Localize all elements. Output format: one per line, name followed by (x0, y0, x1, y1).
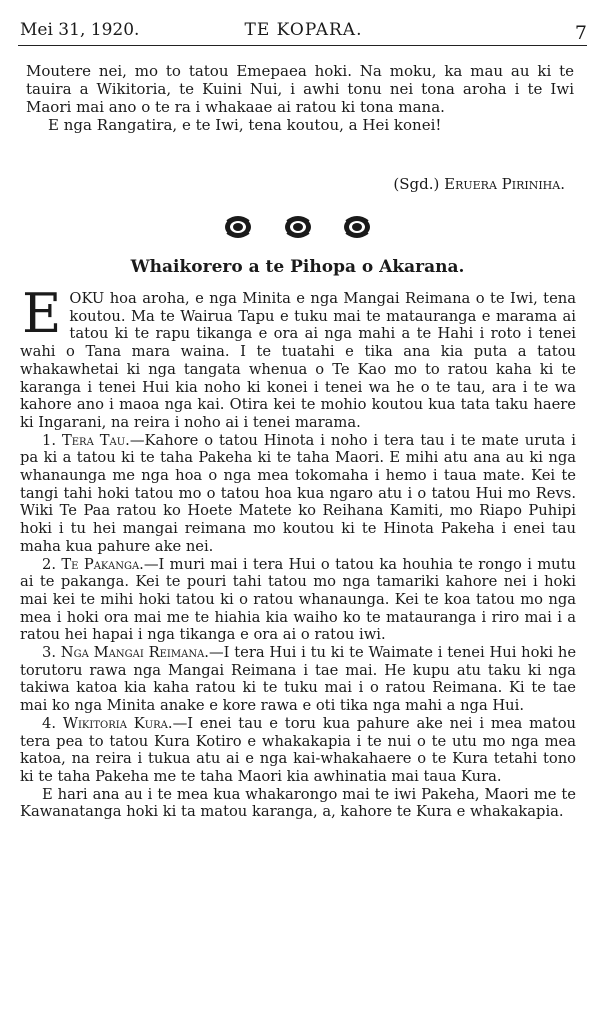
closing-paragraph: E hari ana au i te mea kua whakarongo mai te iwi Pakeha, Maori me te Kawanatanga hoki ki ta matou karanga, a, kahore te Kura e whakakapia. (20, 785, 576, 821)
intro-text: OKU hoa aroha, e nga Minita e nga Mangai Reimana o te Iwi, tena koutou. Ma te Wairua Tapu e tuku mai te matauranga e marama ai tatou ki te rapu tikanga e ora ai nga mahi a te Hahi i roto i tenei wahi o Tana mara waina. I te tuatahi e tika ana kia puta a tatou whakawhetai ki nga tangata whenua o Te Kao mo to ratou kaha ki te karanga i tenei Hui kia noho ki konei i tenei wa he o te tau, ara i te wa kahore ano i maoa nga kai. Otira kei te mohio koutou kua tata taku haere ki Ingarani, na reira i noho ai i tenei marama. (20, 290, 576, 431)
article-intro (20, 282, 576, 432)
article-heading: Whaikorero a te Pihopa o Akarana. (130, 257, 465, 277)
signature-prefix: (Sgd.) (393, 175, 440, 193)
section-text: —I tera Hui i tu ki te Waimate i tenei Hui hoki he torutoru rawa nga Mangai Reimana i tae mai. He kupu atu taku ki nga takiwa katoa kia kaha ratou ki te tuku mai i o ratou Reimana. Ki te tae mai ko nga Minita anake e kore rawa e oti tika nga mahi a nga Hui. (20, 644, 577, 715)
issue-date: Mei 31, 1920. (20, 20, 140, 40)
flower-ornament-icon (342, 215, 372, 239)
drop-cap: E (22, 282, 62, 345)
flower-ornament-icon (283, 215, 313, 239)
section-paragraph (20, 432, 576, 556)
section-paragraph (20, 644, 576, 715)
page-number: 7 (574, 22, 587, 44)
section-number: 4. (42, 714, 57, 732)
letter-paragraph-2: E nga Rangatira, e te Iwi, tena koutou, a Hei konei! (48, 116, 442, 134)
page-header (20, 20, 587, 44)
section-title: Te Pakanga. (61, 555, 144, 573)
letter-signature (393, 175, 565, 193)
section-text: —I muri mai i tera Hui o tatou ka houhia te rongo i mutu ai te pakanga. Kei te pouri tahi tatou mo nga tamariki kahore nei i hoki mai kei te mihi hoki tatou ki o ratou whanaunga. Kei te koa tatou mo nga mea i hoki ora mai me te hiahia kia waiho ko te matauranga i riro mai i a ratou hei hapai i nga tikanga e ora ai o ratou iwi. (20, 555, 576, 644)
section-title: Tera Tau. (61, 431, 130, 449)
section-title: Wikitoria Kura. (62, 714, 173, 732)
section-number: 3. (42, 644, 57, 662)
section-paragraph (20, 556, 576, 645)
section-number: 2. (42, 555, 57, 573)
section-divider-ornaments (0, 215, 595, 239)
letter-paragraph-1: Moutere nei, mo to tatou Emepaea hoki. Na moku, ka mau au ki te tauira a Wikitoria, te Kuini Nui, i awhi tonu nei tona aroha i te Iwi Maori mai ano o te ra i whakaae ai ratou ki tona mana. (26, 62, 574, 116)
letter-text (26, 62, 574, 134)
section-title: Nga Mangai Reimana. (60, 644, 209, 662)
section-text: —I enei tau e toru kua pahure ake nei i mea matou tera pea to tatou Kura Kotiro e whakakapia i te nui o te utu mo nga mea katoa, na reira i tukua atu ai e nga kai-whakahaere o te Kura tetahi tono ki te taha Pakeha me te taha Maori kia awhinatia mai taua Kura. (20, 714, 576, 785)
flower-ornament-icon (223, 215, 253, 239)
publication-title: TE KOPARA. (244, 20, 363, 40)
header-rule (18, 45, 587, 46)
section-number: 1. (42, 431, 57, 449)
article-body (20, 282, 577, 821)
section-paragraph (20, 715, 576, 786)
signature-name: Eruera Piriniha. (444, 175, 565, 193)
section-text: —Kahore o tatou Hinota i noho i tera tau i te mate uruta i pa ki a tatou ki te taha Pakeha ki te taha Maori. E mihi atu ana au ki nga whanaunga me nga hoa o nga mea tokomaha i hemo i taua mate. Kei te tangi tahi hoki tatou mo o tatou hoa kua ngaro atu i o tatou Hui mo Revs. Wiki Te Paa ratou ko Hoete Matete ko Reihana Kamiti, mo Riapo Puhipi hoki i tu hei mangai reimana mo koutou ki te Hinota Pakeha i enei tau maha kua pahure ake nei. (20, 431, 576, 555)
